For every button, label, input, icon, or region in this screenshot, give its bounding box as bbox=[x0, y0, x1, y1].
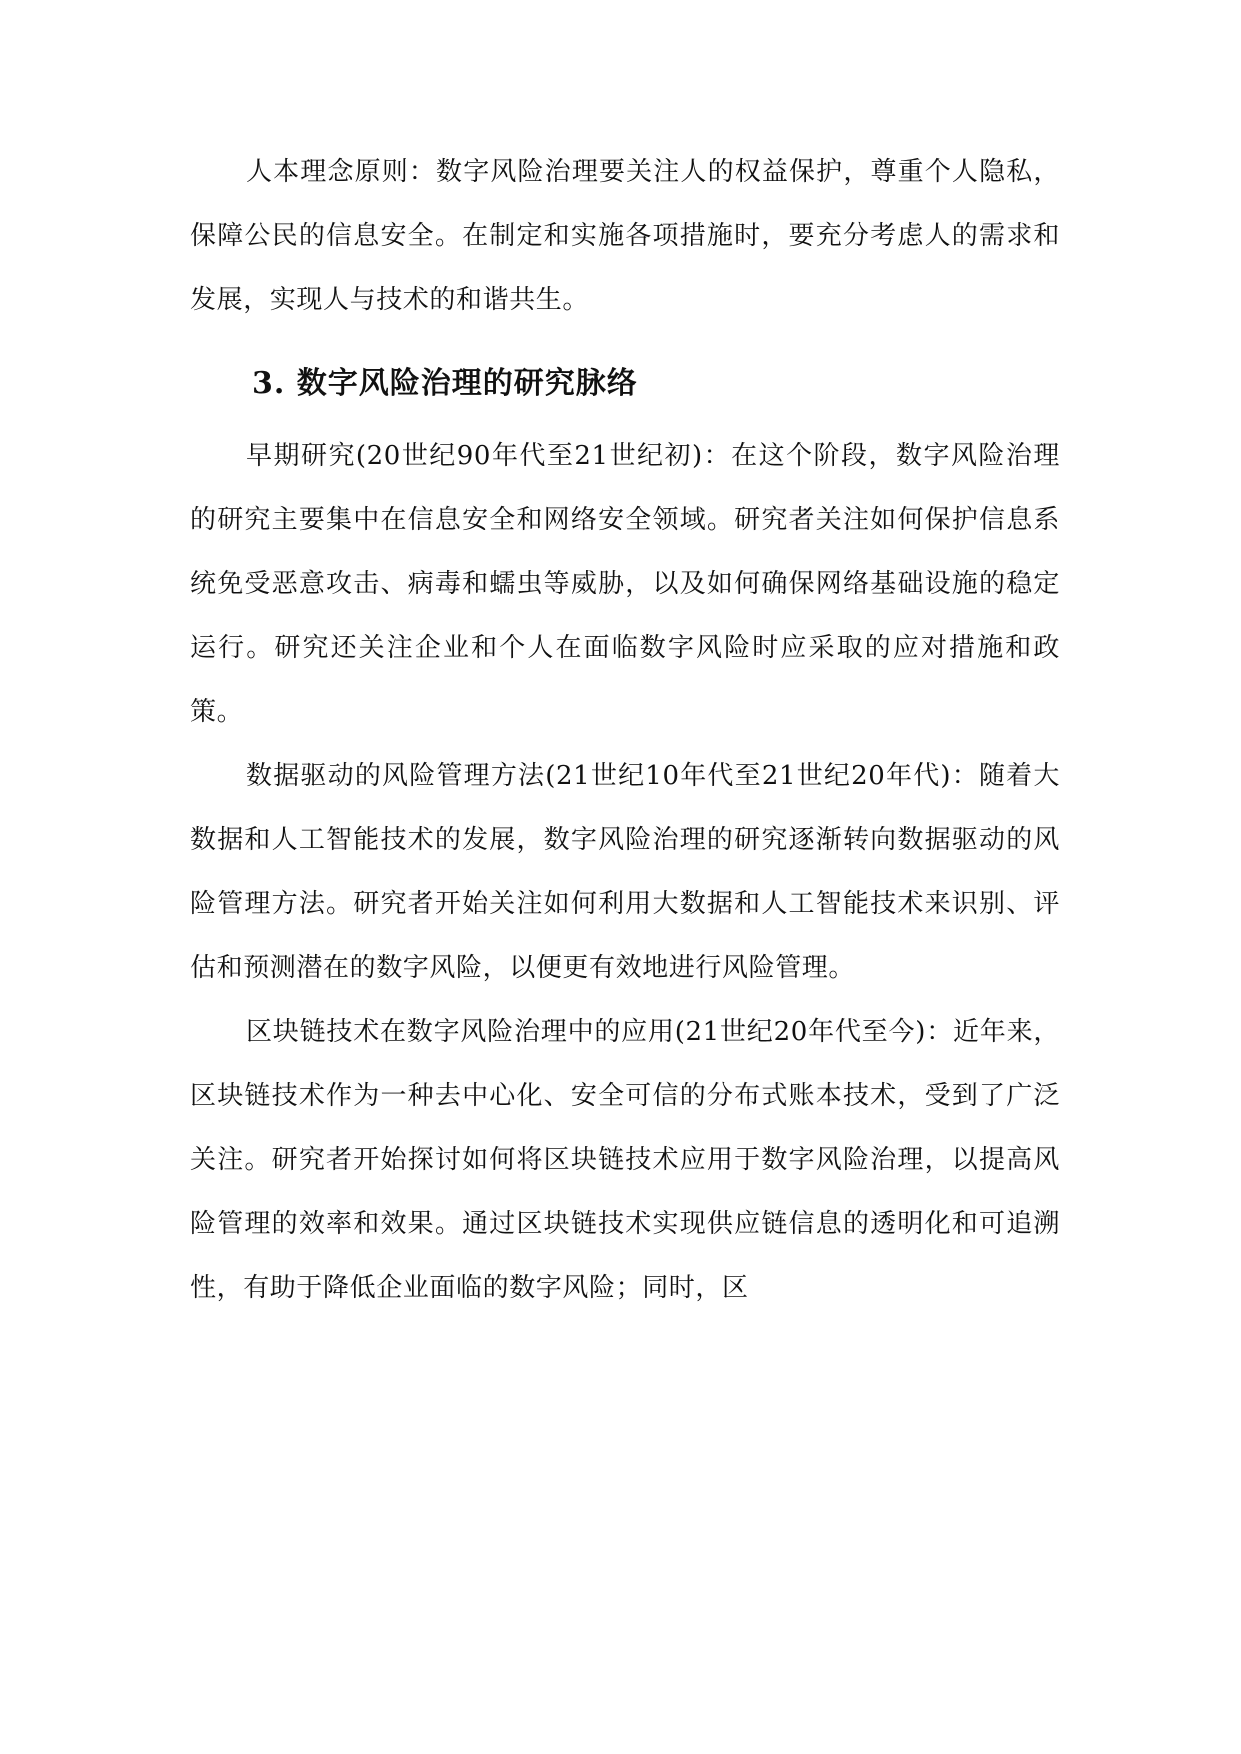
paragraph-blockchain-application: 区块链技术在数字风险治理中的应用(21世纪20年代至今)：近年来，区块链技术作为一种去中心化、安全可信的分布式账本技术，受到了广泛关注。研究者开始探讨如何将区块链技术应用于数字风险治理，以提高风险管理的效率和效果。通过区块链技术实现供应链信息的透明化和可追溯性，有助于降低企业面临的数字风险；同时，区 bbox=[190, 1017, 1060, 1303]
document-body bbox=[190, 140, 1060, 1320]
paragraph-early-research: 早期研究(20世纪90年代至21世纪初)：在这个阶段，数字风险治理的研究主要集中在信息安全和网络安全领域。研究者关注如何保护信息系统免受恶意攻击、病毒和蠕虫等威胁，以及如何确保网络基础设施的稳定运行。研究还关注企业和个人在面临数字风险时应采取的应对措施和政策。 bbox=[190, 441, 1060, 727]
section-title: 数字风险治理的研究脉络 bbox=[296, 366, 638, 401]
paragraph-data-driven-methods: 数据驱动的风险管理方法(21世纪10年代至21世纪20年代)：随着大数据和人工智能技术的发展，数字风险治理的研究逐渐转向数据驱动的风险管理方法。研究者开始关注如何利用大数据和人工智能技术来识别、评估和预测潜在的数字风险，以便更有效地进行风险管理。 bbox=[190, 761, 1060, 983]
section-heading bbox=[190, 354, 1060, 414]
section-number: 3. bbox=[252, 366, 286, 401]
paragraph-human-centered-principle: 人本理念原则：数字风险治理要关注人的权益保护，尊重个人隐私，保障公民的信息安全。在制定和实施各项措施时，要充分考虑人的需求和发展，实现人与技术的和谐共生。 bbox=[190, 157, 1060, 315]
